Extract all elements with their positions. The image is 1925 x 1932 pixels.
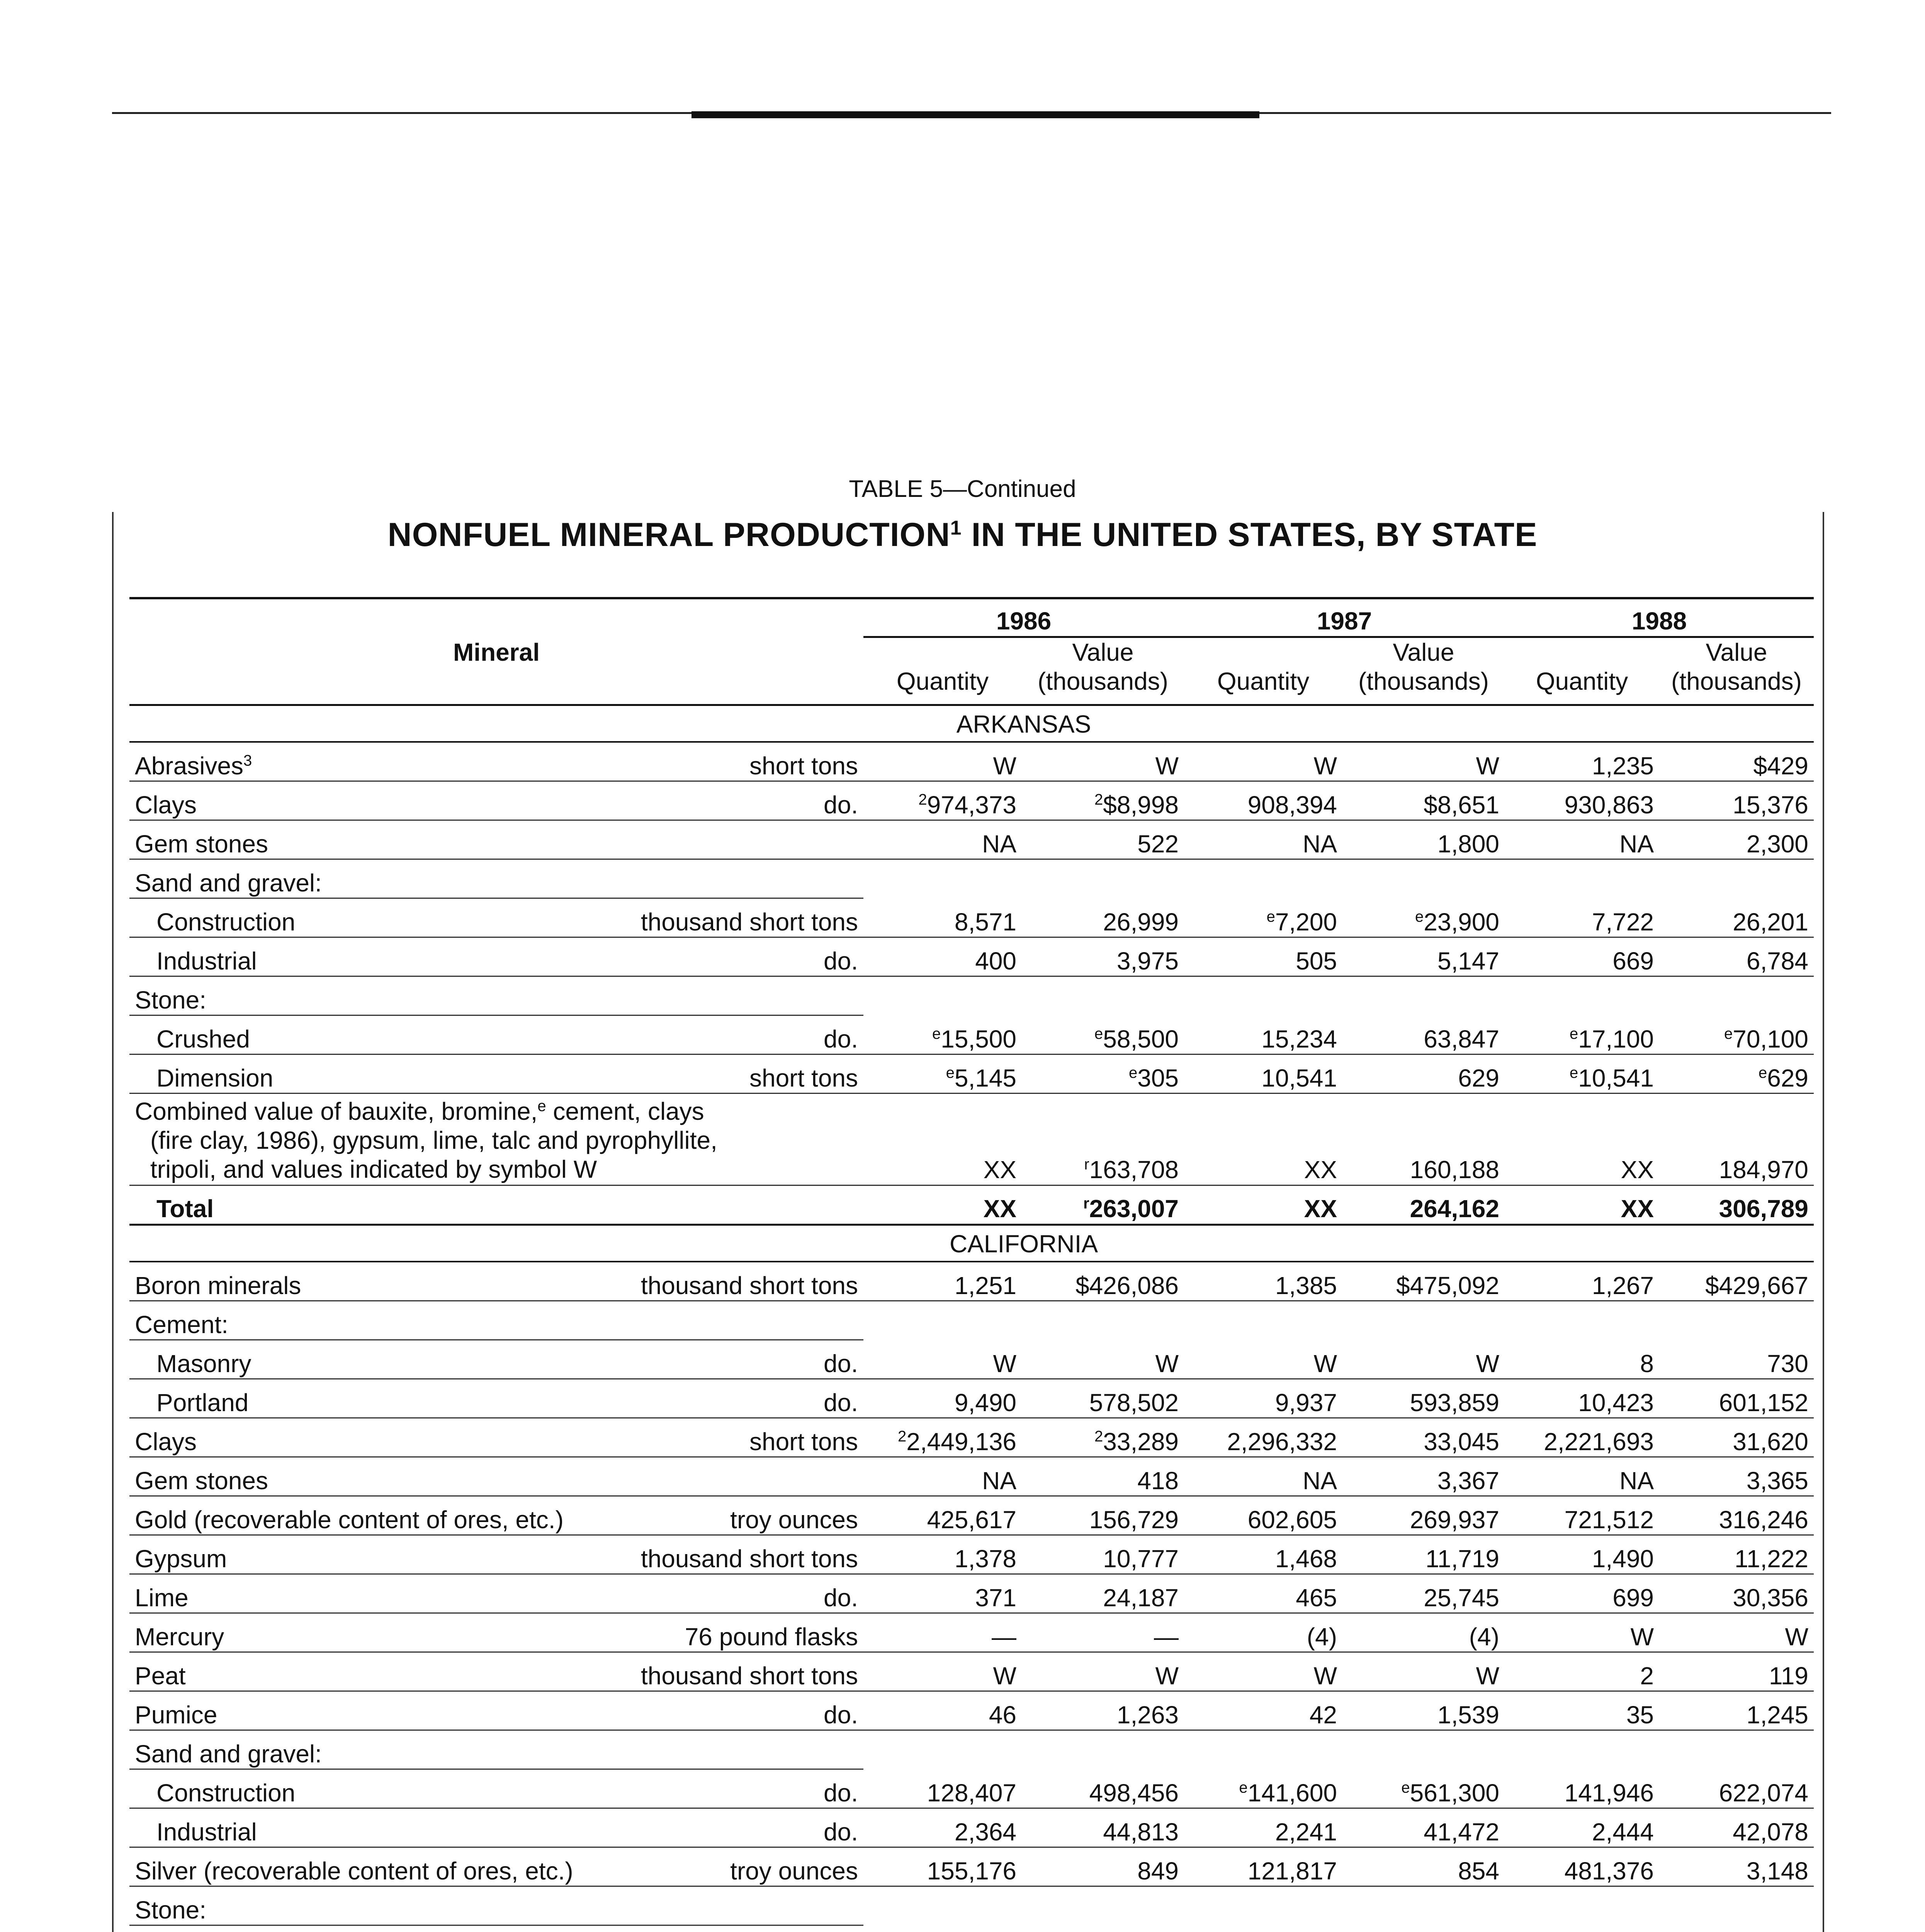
- mineral-name: Clays: [129, 1418, 587, 1457]
- state-name-california: CALIFORNIA: [863, 1225, 1184, 1262]
- table-row: Pumice do. 46 1,263 42 1,539 35 1,245: [129, 1691, 1814, 1730]
- table-row: Construction thousand short tons 8,571 26,999 $^e$7,200 $^e$23,900 7,722 26,201: [129, 898, 1814, 937]
- table-row: Gem stones NA 522 NA 1,800 NA 2,300: [129, 820, 1814, 859]
- header-quantity-1988: Quantity: [1505, 637, 1659, 705]
- table-row: Abrasives$^3$ short tons W W W W 1,235 $429: [129, 742, 1814, 781]
- title-footnote-marker: 1: [950, 517, 962, 539]
- mineral-unit: thousand short tons: [587, 1262, 863, 1301]
- mineral-unit: do.: [587, 1015, 863, 1054]
- mineral-name: Dimension: [129, 1054, 587, 1094]
- left-margin-line: [112, 512, 114, 1932]
- group-label: Cement:: [129, 1301, 587, 1340]
- mineral-name: [129, 1925, 587, 1932]
- mineral-unit: do.: [587, 1691, 863, 1730]
- mineral-name: Clays: [129, 781, 587, 820]
- header-year-1986: 1986: [863, 601, 1184, 637]
- header-quantity-1986: Quantity: [863, 637, 1022, 705]
- top-rule-thick-segment: [692, 111, 1259, 118]
- mineral-unit: thousand short tons: [587, 1652, 863, 1691]
- mineral-name: Gold (recoverable content of ores, etc.): [129, 1496, 587, 1535]
- state-name-arkansas: ARKANSAS: [863, 705, 1184, 742]
- combined-value-row: Combined value of bauxite, bromine,$^e$ cement, clays (fire clay, 1986), gypsum, lime, talc and pyrophyllite, tripoli, and values indicated by symbol W XX $^r$163,708 XX 160,188 XX 184,970: [129, 1094, 1814, 1185]
- group-heading-row: [129, 1886, 1814, 1925]
- table-row: Gold (recoverable content of ores, etc.) troy ounces 425,617 156,729 602,605 269,937 721,512 316,246: [129, 1496, 1814, 1535]
- mineral-name: Masonry: [129, 1340, 587, 1379]
- mineral-unit: short tons: [587, 742, 863, 781]
- mineral-name: Gem stones: [129, 820, 587, 859]
- mineral-unit: short tons: [587, 1418, 863, 1457]
- mineral-unit: do.: [587, 1340, 863, 1379]
- table-row: Mercury 76 pound flasks — — (4) (4) W W: [129, 1613, 1814, 1652]
- table-row: Boron minerals thousand short tons 1,251 $426,086 1,385 $475,092 1,267 $429,667: [129, 1262, 1814, 1301]
- mineral-unit: do.: [587, 781, 863, 820]
- mineral-name: Construction: [129, 1769, 587, 1808]
- group-label: Sand and gravel:: [129, 1730, 587, 1769]
- mineral-unit: do.: [587, 1808, 863, 1847]
- group-label: Sand and gravel:: [129, 859, 587, 898]
- mineral-name: Mercury: [129, 1613, 587, 1652]
- mineral-name: Construction: [129, 898, 587, 937]
- mineral-unit: do.: [587, 1769, 863, 1808]
- mineral-name: Boron minerals: [129, 1262, 587, 1301]
- mineral-unit: do.: [587, 1574, 863, 1613]
- table-caption: TABLE 5—Continued: [849, 476, 1076, 502]
- header-year-1987: 1987: [1184, 601, 1505, 637]
- table-row: Lime do. 371 24,187 465 25,745 699 30,356: [129, 1574, 1814, 1613]
- table-row: Peat thousand short tons W W W W 2 119: [129, 1652, 1814, 1691]
- mineral-name: Peat: [129, 1652, 587, 1691]
- group-heading-row: [129, 859, 1814, 898]
- header-value-1987: Value (thousands): [1342, 637, 1505, 705]
- table-row: Silver (recoverable content of ores, etc.) troy ounces 155,176 849 121,817 854 481,376 3,148: [129, 1847, 1814, 1886]
- table-row: Portland do. 9,490 578,502 9,937 593,859 10,423 601,152: [129, 1379, 1814, 1418]
- mineral-unit: short tons: [587, 1054, 863, 1094]
- table-row: Industrial do. 2,364 44,813 2,241 41,472 2,444 42,078: [129, 1808, 1814, 1847]
- table-row: Clays do. $^2$974,373 $^2$\$8,998 908,394 $8,651 930,863 15,376: [129, 781, 1814, 820]
- state-heading-row: [129, 1225, 1814, 1262]
- group-heading-row: [129, 1301, 1814, 1340]
- mineral-name: Lime: [129, 1574, 587, 1613]
- table-row: Industrial do. 400 3,975 505 5,147 669 6,784: [129, 937, 1814, 976]
- mineral-unit: do.: [587, 937, 863, 976]
- table-row: Dimension short tons $^e$5,145 $^e$305 10,541 629 $^e$10,541 $^e$629: [129, 1054, 1814, 1094]
- header-year-1988: 1988: [1505, 601, 1814, 637]
- table-row: Gem stones NA 418 NA 3,367 NA 3,365: [129, 1457, 1814, 1496]
- header-value-1988: Value (thousands): [1659, 637, 1814, 705]
- mineral-name: Pumice: [129, 1691, 587, 1730]
- mineral-unit: 76 pound flasks: [587, 1613, 863, 1652]
- mineral-unit: thousand short tons: [587, 898, 863, 937]
- group-heading-row: [129, 1730, 1814, 1769]
- mineral-name: Portland: [129, 1379, 587, 1418]
- mineral-name: Abrasives$^3$: [129, 742, 587, 781]
- mineral-production-table: [129, 601, 1814, 1932]
- table-row: Construction do. 128,407 498,456 $^e$141,600 $^e$561,300 141,946 622,074: [129, 1769, 1814, 1808]
- mineral-unit: troy ounces: [587, 1847, 863, 1886]
- group-label: Stone:: [129, 976, 587, 1015]
- table-title: NONFUEL MINERAL PRODUCTION$^1$ IN THE UNITED STATES, BY STATE: [387, 516, 1538, 553]
- table-row: Crushed do. $^e$15,500 $^e$58,500 15,234 63,847 $^e$17,100 $^e$70,100: [129, 1015, 1814, 1054]
- table-row: Gypsum thousand short tons 1,378 10,777 1,468 11,719 1,490 11,222: [129, 1535, 1814, 1574]
- group-label: Stone:: [129, 1886, 587, 1925]
- mineral-unit: troy ounces: [587, 1496, 863, 1535]
- header-mineral: Mineral: [129, 601, 863, 705]
- mineral-name: Gem stones: [129, 1457, 587, 1496]
- group-heading-row: [129, 976, 1814, 1015]
- mineral-name: Industrial: [129, 937, 587, 976]
- mineral-unit: do.: [587, 1379, 863, 1418]
- total-row-arkansas: Total XX $^r$263,007 XX 264,162 XX 306,789: [129, 1185, 1814, 1225]
- table-row: Clays short tons $^2$2,449,136 $^2$33,289 2,296,332 33,045 2,221,693 31,620: [129, 1418, 1814, 1457]
- mineral-name: Industrial: [129, 1808, 587, 1847]
- table-row: [129, 1925, 1814, 1932]
- header-value-1986: Value (thousands): [1022, 637, 1184, 705]
- mineral-name: Crushed: [129, 1015, 587, 1054]
- mineral-unit: thousand short tons: [587, 1535, 863, 1574]
- mineral-unit: [587, 1925, 863, 1932]
- combined-value-label: Combined value of bauxite, bromine,$^e$ cement, clays (fire clay, 1986), gypsum, lime, talc and pyrophyllite, tripoli, and values indicated by symbol W: [129, 1094, 863, 1185]
- total-label: Total: [129, 1185, 863, 1225]
- mineral-name: Silver (recoverable content of ores, etc.): [129, 1847, 587, 1886]
- mineral-name: Gypsum: [129, 1535, 587, 1574]
- table-container: [129, 595, 1814, 1932]
- right-margin-line: [1823, 512, 1824, 1932]
- state-heading-row: [129, 705, 1814, 742]
- table-row: Masonry do. W W W W 8 730: [129, 1340, 1814, 1379]
- header-quantity-1987: Quantity: [1184, 637, 1342, 705]
